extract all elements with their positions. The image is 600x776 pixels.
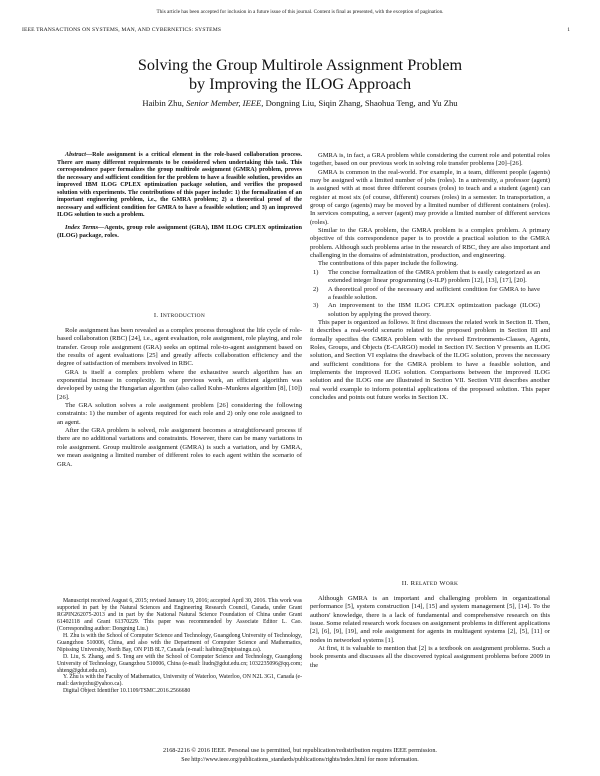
abstract-label: Abstract— xyxy=(65,152,93,158)
intro-heading xyxy=(57,312,302,320)
contributions-list xyxy=(310,269,550,319)
footnote-author-zhu: H. Zhu is with the School of Computer Science and Technology, Guangdong University of Technology, Guangzhou 510006, China, and also with the Department of Computer Science and Mathematics, Nipissing University, North Bay, ON P1B 8L7, Canada (e-mail: haibinz@nipissingu.ca). xyxy=(57,632,302,653)
related-heading-rest: ORK xyxy=(445,581,459,587)
related-heading-num: II. xyxy=(401,580,409,587)
related-work-heading xyxy=(310,580,550,588)
list-item-text: The concise formalization of the GMRA problem that is easily categorized as an extended integer linear programming (x-ILP) problem [12], [13], [17], [20]. xyxy=(328,268,540,285)
intro-paragraph: Role assignment has been revealed as a complex process throughout the life cycle of role-based collaboration (RBC) [24], i.e., agent evaluation, role assignment, role playing, and role transfer. Group role assignment (GRA) seeks an optimal role-to-agent assignment based on the results of agent evaluations [25] and greatly affects collaboration efficiency and the degree of satisfaction of members involved in RBC. xyxy=(57,327,302,368)
related-heading-mid: ELATED xyxy=(415,581,438,587)
list-item-text: A theoretical proof of the necessary and sufficient condition for GMRA to have a feasible solution. xyxy=(328,285,540,301)
paper-title xyxy=(0,56,600,94)
list-item xyxy=(310,302,550,319)
body-paragraph: GMRA is common in the real-world. For example, in a team, different people (agents) may be assigned with a limited number of jobs (roles). In a university, a professor (agent) is assigned with at most three different courses (roles) to teach and a student (agent) can register at most six (of course, different) courses (roles) in a semester. In transportation, a group of cargo (agents) may be moved by a limited number of different containers (roles). In services computing, a server (agent) may provide a limited number of different services (roles). xyxy=(310,168,550,226)
related-heading-first: R xyxy=(410,580,416,587)
footnote-author-yzhu: Y. Zhu is with the Faculty of Mathematics, University of Waterloo, Waterloo, ON N2L 3G1, Canada (e-mail: davisyzhu@yahoo.ca). xyxy=(57,674,302,688)
intro-heading-num: I. xyxy=(153,312,159,319)
rights-link-line: See http://www.ieee.org/publications_standards/publications/rights/index.html for more information. xyxy=(181,757,419,763)
index-terms xyxy=(57,224,302,239)
title-line-1: Solving the Group Multirole Assignment Problem xyxy=(137,56,463,74)
organization-paragraph: This paper is organized as follows. It first discusses the related work in Section II. Then, it describes a real-world scenario related to the proposed problem in Section III and formally specifies the GMRA problem with the revised Environments-Classes, Agents, Roles, Groups, and Objects (E-CARGO) model in Section IV. Section V presents an ILOG solution, and Section VI explains the drawback of the ILOG solution, proves the necessary and sufficient conditions for the GMRA problem to have a feasible solution, and implements the improved ILOG solution. Comparisons between the improved ILOG solution and the ILOG one are illustrated in Section VII. Section VIII describes another real world example to inform potential applications of the proposed solution. This paper concludes and points out future works in Section IX. xyxy=(310,318,550,401)
abstract-text: Role assignment is a critical element in the role-based collaboration process. There are many different requirements to be considered when undertaking this task. This correspondence paper formalizes the group multirole assignment (GMRA) problem, proves the necessary and sufficient condition for the problem to have a feasible solution, provides an improved IBM ILOG CPLEX optimization package solution, and verifies the proposed solution with experiments. The contributions of this paper include: 1) the formalization of an important engineering problem, i.e., the GMRA problem; 2) a theoretical proof of the necessary and sufficient condition for GMRA to have a feasible solution; and 3) an improved ILOG solution to such a problem. xyxy=(57,152,302,219)
intro-paragraph: The GRA solution solves a role assignment problem [26] considering the following constraints: 1) the number of agents required for each role and 2) only one role assigned to an agent. xyxy=(57,402,302,426)
intro-heading-rest: NTRODUCTION xyxy=(162,313,206,319)
lead-author: Haibin Zhu, xyxy=(142,98,184,108)
footnote-manuscript: Manuscript received August 6, 2015; revised January 19, 2016; accepted April 30, 2016. This work was supported in part by the Natural Sciences and Engineering Research Council, Canada, under Grant RGPIN262075-2013 and in part by the National Natural Science Foundation of China under Grant 61402118 and Grant 61370229. This paper was recommended by Associate Editor L. Cao. (Corresponding author: Dongning Liu.) xyxy=(57,598,302,632)
abstract xyxy=(57,152,302,220)
intro-body xyxy=(57,327,302,469)
index-terms-text: Agents, group role assignment (GRA), IBM ILOG CPLEX optimization (ILOG) package, roles. xyxy=(57,223,303,239)
related-work-body xyxy=(310,595,550,670)
running-head: IEEE TRANSACTIONS ON SYSTEMS, MAN, AND CYBERNETICS: SYSTEMS xyxy=(22,27,222,33)
list-item xyxy=(310,286,550,303)
related-heading-first2: W xyxy=(439,580,446,587)
title-line-2: by Improving the ILOG Approach xyxy=(188,75,412,93)
index-terms-label: Index Terms— xyxy=(65,223,105,231)
page-number: 1 xyxy=(567,27,570,33)
body-paragraph: The contributions of this paper include the following. xyxy=(318,260,459,268)
footnote-authors-liu: D. Liu, S. Zhang, and S. Teng are with the School of Computer Science and Technology, Guangdong University of Technology, Guangzhou 510006, China (e-mail: liudn@gdut.edu.cn; 1032235096@qq.com; shteng@gdut.edu.cn). xyxy=(57,653,302,674)
list-item-number: 3) xyxy=(313,302,319,310)
top-notice: This article has been accepted for inclusion in a future issue of this journal. Content is final as presented, with the exception of pagination. xyxy=(156,9,444,15)
footnote-doi: Digital Object Identifier 10.1109/TSMC.2016.2566680 xyxy=(63,688,191,695)
body-paragraph: Although GMRA is an important and challenging problem in organizational performance [5], system construction [14], [15] and system management [5], [14]. To the authors' knowledge, there is a lack of fundamental and comprehensive research on this issue. Some related research work focuses on assignment problems in different applications [2], [6], [9], [19], and role assignment for agents in multiagent systems [2], [5], [11] or nodes in networked systems [1]. xyxy=(310,595,550,644)
list-item-number: 1) xyxy=(313,268,319,276)
list-item-number: 2) xyxy=(313,285,319,293)
intro-heading-first: I xyxy=(160,312,163,319)
body-paragraph: GMRA is, in fact, a GRA problem while considering the current role and potential roles together, based on our previous work in solving role transfer problems [20]–[26]. xyxy=(310,152,550,168)
list-item xyxy=(310,269,550,286)
body-paragraph: Similar to the GRA problem, the GMRA problem is a complex problem. A primary objective of this correspondence paper is to provide a practical solution to the GMRA problem. Although such problems arise in the research of RBC, they are also important and challenging in the domains of administration, production, and engineering. xyxy=(310,227,550,260)
author-list xyxy=(0,98,600,108)
abstract-block xyxy=(57,152,302,239)
other-authors: Dongning Liu, Siqin Zhang, Shaohua Teng, and Yu Zhu xyxy=(265,98,458,108)
footnotes xyxy=(57,598,302,695)
lead-author-role: Senior Member, IEEE, xyxy=(186,98,264,108)
copyright-line: 2168-2216 © 2016 IEEE. Personal use is permitted, but republication/redistribution requires IEEE permission. xyxy=(163,747,437,754)
intro-paragraph: After the GRA problem is solved, role assignment becomes a straightforward process if there are no additional variations and constraints. However, there can be many variations in role assignment. Group multirole assignment (GMRA) is such a variation, and by GMRA, we mean assigning a limited number of different roles to each agent within the scenario of GRA. xyxy=(57,427,302,468)
list-item-text: An improvement to the IBM ILOG CPLEX optimization package (ILOG) solution by applying the proved theory. xyxy=(328,302,540,318)
body-paragraph: At first, it is valuable to mention that [2] is a textbook on assignment problems. Such a book presents and discusses all the discovered typical assignment problems before 2009 in the xyxy=(310,645,550,669)
right-column-body xyxy=(310,152,550,402)
intro-paragraph: GRA is itself a complex problem where the exhaustive search algorithm has an exponential increase in complexity. In our previous work, an efficient algorithm was developed by using the Hungarian algorithm (also called Kuhn–Munkres algorithm [8], [10]) [26]. xyxy=(57,368,302,401)
